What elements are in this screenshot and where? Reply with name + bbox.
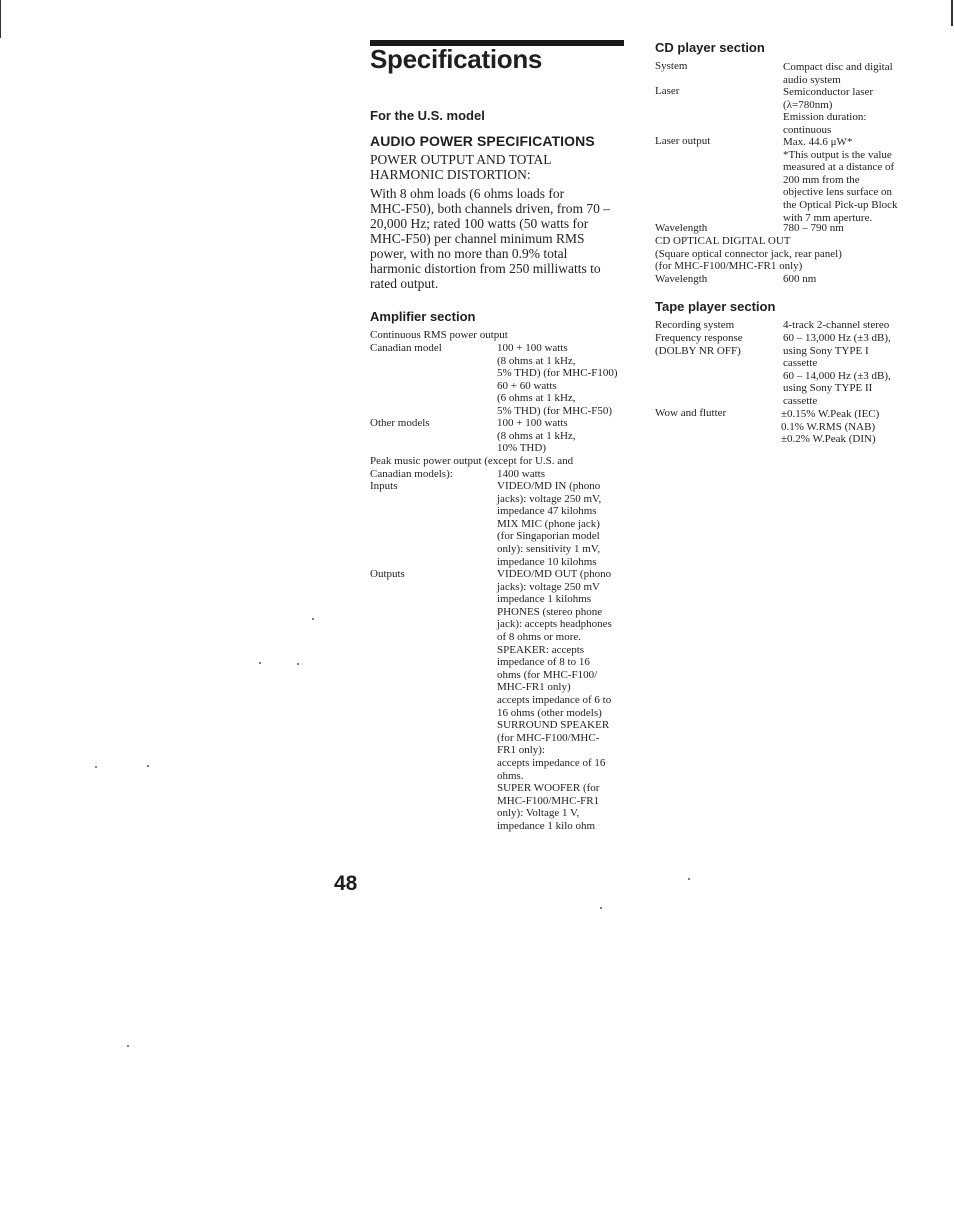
outputs-label: Outputs <box>370 568 405 580</box>
scan-edge-right <box>951 0 953 26</box>
inputs-values: VIDEO/MD IN (phono jacks): voltage 250 mV, impedance 47 kilohms MIX MIC (phone jack) (for Singaporian model only): sensitivity 1 mV, impedance 10 kilohms <box>497 480 602 568</box>
scan-speck <box>297 663 299 665</box>
page-title: Specifications <box>370 44 543 74</box>
outputs-values: VIDEO/MD OUT (phono jacks): voltage 250 mV impedance 1 kilohms PHONES (stereo phone jack): accepts headphones of 8 ohms or more. SPEAKER: accepts impedance of 8 to 16 ohms (for MHC-F100/ MHC-FR1 only) accepts impedance of 6 to 16 ohms (other models) SURROUND SPEAKER (for MHC-F100/MHC- FR1 only): accepts impedance of 16 ohms. SUPER WOOFER (for MHC-F100/MHC-FR1 only): Voltage 1 V, impedance 1 kilo ohm <box>497 568 612 832</box>
amplifier-section-heading: Amplifier section <box>370 309 476 324</box>
tape-frequency-values: 60 – 13,000 Hz (±3 dB), using Sony TYPE I cassette 60 – 14,000 Hz (±3 dB), using Sony TYPE II cassette <box>783 332 891 407</box>
cd-wavelength2-value: 600 nm <box>783 273 817 285</box>
scan-speck <box>127 1045 129 1047</box>
inputs-label: Inputs <box>370 480 398 492</box>
continuous-rms-label: Continuous RMS power output <box>370 329 508 341</box>
cd-wavelength-label: Wavelength <box>655 222 708 234</box>
tape-wow-values: ±0.15% W.Peak (IEC) 0.1% W.RMS (NAB) ±0.2% W.Peak (DIN) <box>781 408 880 446</box>
cd-laser-output-values: Max. 44.6 μW* *This output is the value measured at a distance of 200 mm from the objective lens surface on the Optical Pick-up Block with 7 mm aperture. <box>783 136 898 224</box>
scan-speck <box>147 765 149 767</box>
other-models-label: Other models <box>370 417 430 429</box>
cd-system-label: System <box>655 60 688 72</box>
tape-recording-value: 4-track 2-channel stereo <box>783 319 890 331</box>
page-number: 48 <box>334 872 358 895</box>
audio-power-paragraph: With 8 ohm loads (6 ohms loads for MHC-F50), both channels driven, from 70 – 20,000 Hz; rated 100 watts (50 watts for MHC-F50) per channel minimum RMS power, with no more than 0.9% total harmonic distortion from 250 milliwatts to rated output. <box>370 186 610 291</box>
canadian-model-values: 100 + 100 watts (8 ohms at 1 kHz, 5% THD) (for MHC-F100) 60 + 60 watts (6 ohms at 1 kHz, 5% THD) (for MHC-F50) <box>497 342 618 417</box>
scan-speck <box>95 766 97 768</box>
tape-recording-label: Recording system <box>655 319 735 331</box>
cd-wavelength-value: 780 – 790 nm <box>783 222 844 234</box>
scan-speck <box>312 618 314 620</box>
scan-speck <box>259 662 261 664</box>
tape-frequency-label: Frequency response (DOLBY NR OFF) <box>655 332 743 357</box>
cd-laser-values: Semiconductor laser (λ=780nm) Emission duration: continuous <box>783 86 874 136</box>
scan-speck <box>600 907 602 909</box>
canadian-model-label: Canadian model <box>370 342 442 354</box>
cd-laser-output-label: Laser output <box>655 135 711 147</box>
tape-section-heading: Tape player section <box>655 299 776 314</box>
scan-edge-left <box>0 0 1 38</box>
cd-digital-out: CD OPTICAL DIGITAL OUT (Square optical connector jack, rear panel) (for MHC-F100/MHC-FR1 only) <box>655 235 842 273</box>
tape-wow-label: Wow and flutter <box>655 407 727 419</box>
peak-music-power-value: 1400 watts <box>497 468 545 480</box>
cd-wavelength2-label: Wavelength <box>655 273 708 285</box>
other-models-values: 100 + 100 watts (8 ohms at 1 kHz, 10% THD) <box>497 417 576 455</box>
cd-laser-label: Laser <box>655 85 680 97</box>
peak-music-power-line: Peak music power output (except for U.S. and <box>370 455 574 467</box>
cd-system-values: Compact disc and digital audio system <box>783 61 893 86</box>
cd-section-heading: CD player section <box>655 40 765 55</box>
audio-power-heading: AUDIO POWER SPECIFICATIONS <box>370 133 595 149</box>
peak-music-power-label: Canadian models): <box>370 468 453 480</box>
us-model-heading: For the U.S. model <box>370 108 485 123</box>
power-output-subheading: POWER OUTPUT AND TOTAL HARMONIC DISTORTION: <box>370 152 552 182</box>
scan-speck <box>688 878 690 880</box>
